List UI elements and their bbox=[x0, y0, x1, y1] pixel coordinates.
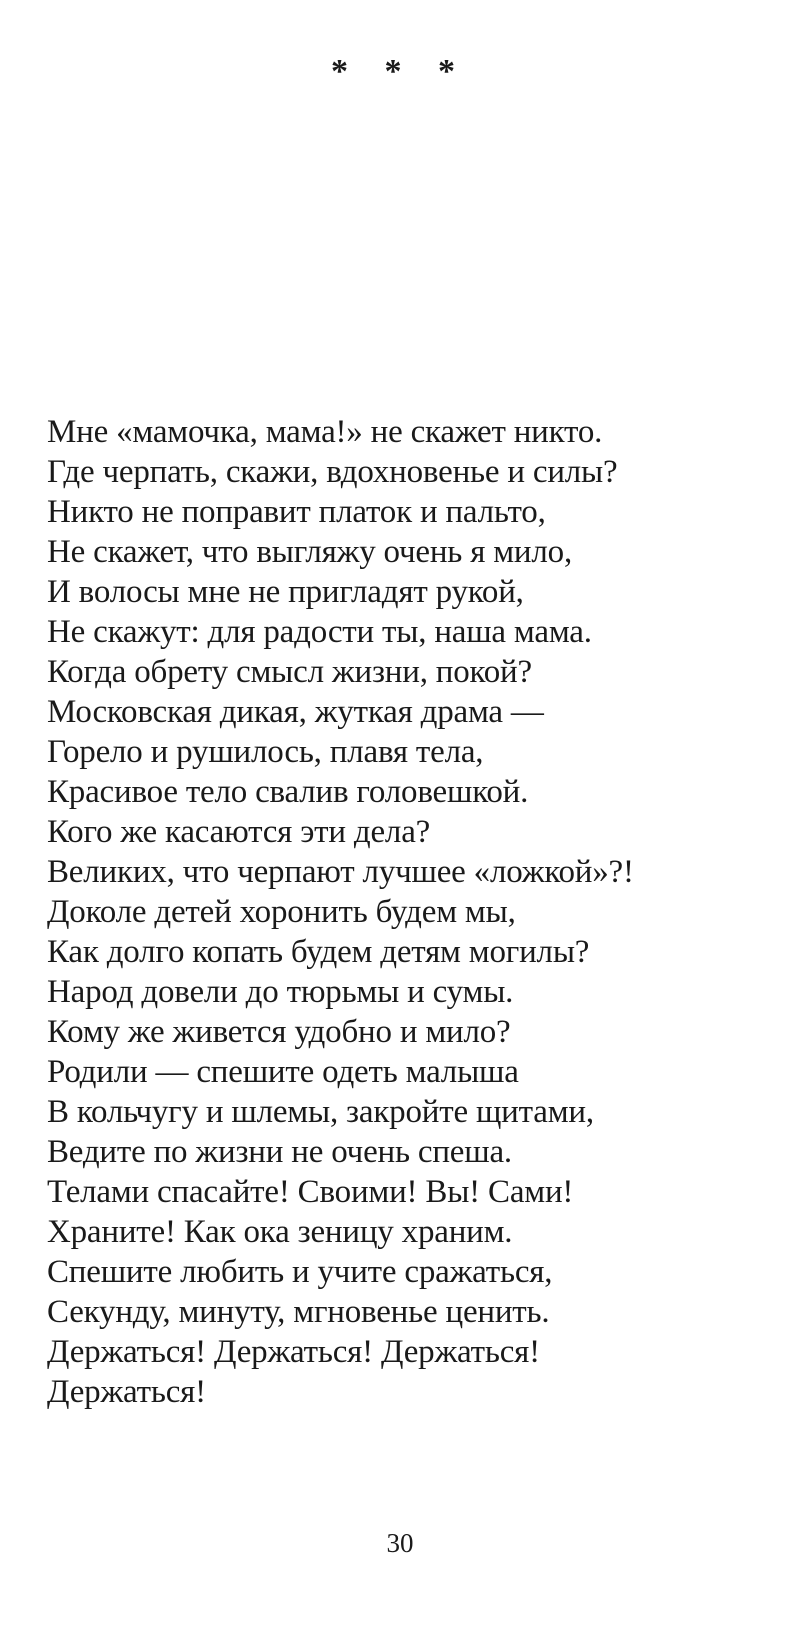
poem-line: Великих, что черпают лучшее «ложкой»?! bbox=[47, 854, 634, 890]
page-number: 30 bbox=[386, 1528, 414, 1558]
poem-line: Мне «мамочка, мама!» не скажет никто. bbox=[47, 414, 603, 450]
poem-line: Кого же касаются эти дела? bbox=[47, 814, 431, 850]
poem-line: Никто не поправит платок и пальто, bbox=[47, 494, 546, 530]
poem-line: Как долго копать будем детям могилы? bbox=[47, 934, 590, 970]
poem-line: И волосы мне не пригладят рукой, bbox=[47, 574, 524, 610]
poem-line: Красивое тело свалив головешкой. bbox=[47, 774, 529, 810]
poem-line: Кому же живется удобно и мило? bbox=[47, 1014, 511, 1050]
poem-line: Телами спасайте! Своими! Вы! Сами! bbox=[47, 1174, 574, 1210]
poem-line: Горело и рушилось, плавя тела, bbox=[47, 734, 484, 770]
poem-line: Родили — спешите одеть малыша bbox=[47, 1054, 519, 1090]
poem-line: Держаться! Держаться! Держаться! bbox=[47, 1334, 540, 1370]
poem-line: Спешите любить и учите сражаться, bbox=[47, 1254, 553, 1290]
poem-line: Не скажет, что выгляжу очень я мило, bbox=[47, 534, 572, 570]
poem-text bbox=[47, 412, 787, 1412]
poem-line: Где черпать, скажи, вдохновенье и силы? bbox=[47, 454, 618, 490]
poem-line: Народ довели до тюрьмы и сумы. bbox=[47, 974, 514, 1010]
poem-line: Держаться! bbox=[47, 1374, 206, 1410]
poem-line: Московская дикая, жуткая драма — bbox=[47, 694, 544, 730]
poem-line: Секунду, минуту, мгновенье ценить. bbox=[47, 1294, 550, 1330]
poem-line: Когда обрету смысл жизни, покой? bbox=[47, 654, 532, 690]
poem-line: Ведите по жизни не очень спеша. bbox=[47, 1134, 512, 1170]
poem-line: Храните! Как ока зеницу храним. bbox=[47, 1214, 513, 1250]
poem-line: Не скажут: для радости ты, наша мама. bbox=[47, 614, 592, 650]
stanza-separator: * * * bbox=[331, 53, 469, 90]
poem-line: Доколе детей хоронить будем мы, bbox=[47, 894, 516, 930]
poem-line: В кольчугу и шлемы, закройте щитами, bbox=[47, 1094, 594, 1130]
